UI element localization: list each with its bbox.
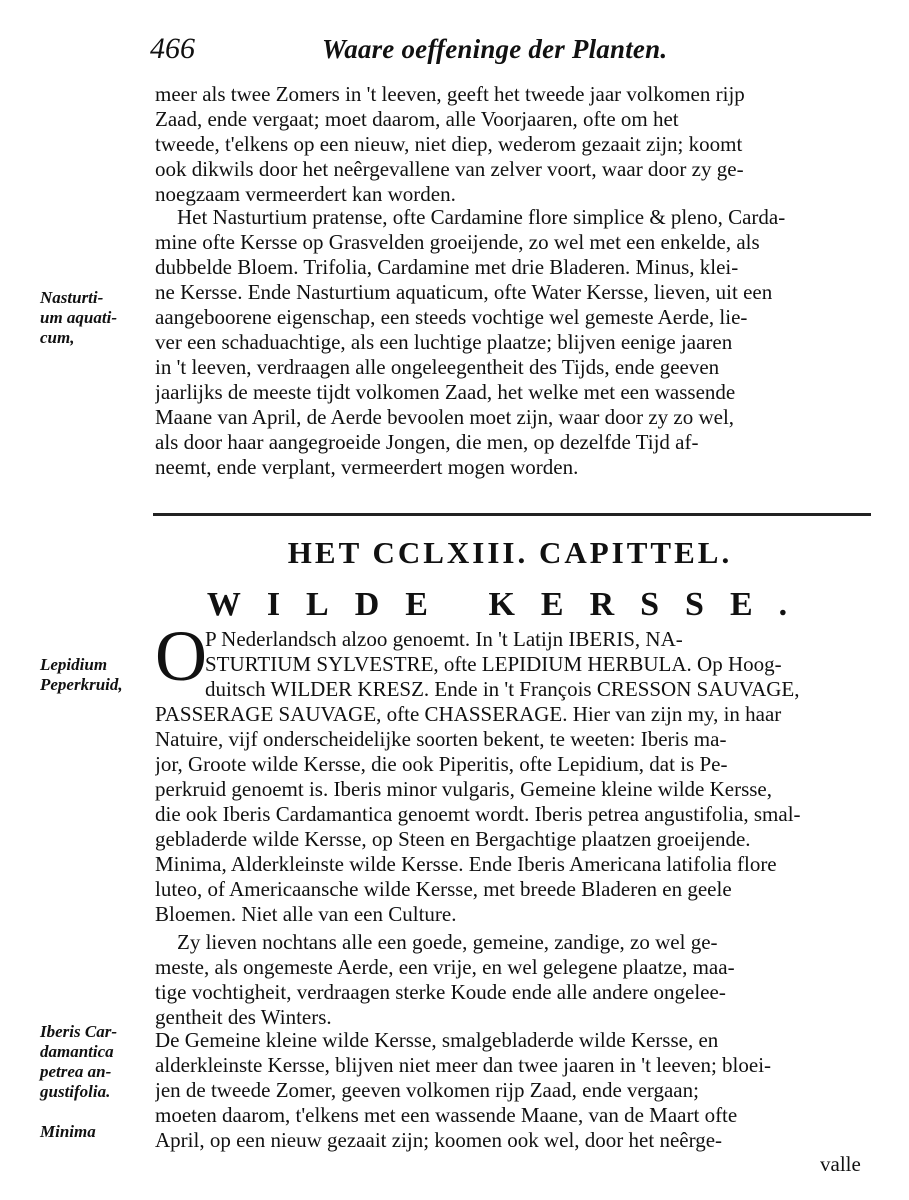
margin-line: Lepidium [40, 655, 108, 674]
paragraph-4 [155, 930, 867, 1030]
text-line: Maane van April, de Aerde bevoolen moet zijn, waar door zy zo wel, [155, 405, 735, 429]
text-line: ne Kersse. Ende Nasturtium aquaticum, ofte Water Kersse, lieven, uit een [155, 280, 773, 304]
margin-line: Iberis Car- [40, 1022, 117, 1041]
text-line: ver een schaduachtige, als een luchtige plaatze; blijven eenige jaaren [155, 330, 733, 354]
text-line: alderkleinste Kersse, blijven niet meer dan twee jaaren in 't leeven; bloei- [155, 1053, 772, 1077]
text-line: gentheit des Winters. [155, 1005, 332, 1029]
margin-note-nasturtium [40, 288, 150, 348]
text-line: tige vochtigheit, verdraagen sterke Koude ende alle andere ongelee- [155, 980, 726, 1004]
text-line: jaarlijks de meeste tijdt volkomen Zaad, het welke met een wassende [155, 380, 736, 404]
text-line: noegzaam vermeerdert kan worden. [155, 182, 456, 206]
chapter-title: WILDE KERSSE. [206, 586, 814, 623]
paragraph-1 [155, 82, 867, 207]
text-line: meste, als ongemeste Aerde, een vrije, en wel gelegene plaatze, maa- [155, 955, 735, 979]
margin-line: um aquati- [40, 308, 117, 327]
text-line: dubbelde Bloem. Trifolia, Cardamine met drie Bladeren. Minus, klei- [155, 255, 739, 279]
paragraph-5 [155, 1028, 867, 1153]
margin-line: Nasturti- [40, 288, 104, 307]
margin-line: Peperkruid, [40, 675, 123, 694]
running-header [150, 32, 870, 72]
text-line: Zaad, ende vergaat; moet daarom, alle Voorjaaren, ofte om het [155, 107, 679, 131]
text-line: Bloemen. Niet alle van een Culture. [155, 902, 457, 926]
paragraph-3 [155, 616, 867, 927]
page-number: 466 [150, 32, 195, 65]
drop-cap: O [155, 616, 207, 696]
text-line: luteo, of Americaansche wilde Kersse, met breede Bladeren en geele [155, 877, 732, 901]
text-line: jen de tweede Zomer, geeven volkomen rijp Zaad, ende vergaan; [155, 1078, 699, 1102]
text-line: Zy lieven nochtans alle een goede, gemeine, zandige, zo wel ge- [177, 930, 718, 954]
margin-line: Minima [40, 1122, 96, 1141]
margin-note-minima [40, 1122, 150, 1142]
margin-note-lepidium [40, 655, 150, 695]
text-line: ook dikwils door het neêrgevallene van zelver voort, waar door zy ge- [155, 157, 744, 181]
running-title: Waare oeffeninge der Planten. [322, 34, 668, 64]
margin-note-iberis [40, 1022, 150, 1102]
text-line: Minima, Alderkleinste wilde Kersse. Ende Iberis Americana latifolia flore [155, 852, 777, 876]
text-line: tweede, t'elkens op een nieuw, niet diep, wederom gezaait zijn; koomt [155, 132, 743, 156]
margin-line: petrea an- [40, 1062, 112, 1081]
text-line: PASSERAGE SAUVAGE, ofte CHASSERAGE. Hier van zijn my, in haar [155, 702, 782, 726]
text-line: die ook Iberis Cardamantica genoemt wordt. Iberis petrea angustifolia, smal- [155, 802, 801, 826]
text-line: De Gemeine kleine wilde Kersse, smalgebladerde wilde Kersse, en [155, 1028, 719, 1052]
margin-line: cum, [40, 328, 75, 347]
text-line: jor, Groote wilde Kersse, die ook Piperitis, ofte Lepidium, dat is Pe- [155, 752, 728, 776]
text-line: mine ofte Kersse op Grasvelden groeijende, zo wel met een enkelde, als [155, 230, 760, 254]
text-line: April, op een nieuw gezaait zijn; koomen ook wel, door het neêrge- [155, 1128, 723, 1152]
text-line: P Nederlandsch alzoo genoemt. In 't Latijn IBERIS, NA- [205, 627, 683, 651]
text-line: gebladerde wilde Kersse, op Steen en Bergachtige plaatzen groeijende. [155, 827, 751, 851]
text-line: STURTIUM SYLVESTRE, ofte LEPIDIUM HERBULA. Op Hoog- [205, 652, 782, 676]
text-line: perkruid genoemt is. Iberis minor vulgaris, Gemeine kleine wilde Kersse, [155, 777, 772, 801]
margin-line: damantica [40, 1042, 114, 1061]
text-line: meer als twee Zomers in 't leeven, geeft het tweede jaar volkomen rijp [155, 82, 745, 106]
text-line: als door haar aangegroeide Jongen, die men, op dezelfde Tijd af- [155, 430, 699, 454]
text-line: neemt, ende verplant, vermeerdert mogen worden. [155, 455, 579, 479]
catchword: valle [820, 1152, 861, 1176]
text-line: in 't leeven, verdraagen alle ongeleegentheit des Tijds, ende geeven [155, 355, 720, 379]
chapter-heading: HET CCLXIII. CAPITTEL. [287, 535, 733, 570]
text-line: aangeboorene eigenschap, een steeds vochtige wel gemeste Aerde, lie- [155, 305, 748, 329]
text-line: Natuire, vijf onderscheidelijke soorten bekent, te weeten: Iberis ma- [155, 727, 727, 751]
margin-line: gustifolia. [40, 1082, 111, 1101]
text-line: Het Nasturtium pratense, ofte Cardamine flore simplice & pleno, Carda- [177, 205, 786, 229]
text-line: duitsch WILDER KRESZ. Ende in 't François CRESSON SAUVAGE, [205, 677, 800, 701]
paragraph-2 [155, 205, 867, 480]
section-divider [153, 513, 871, 516]
text-line: moeten daarom, t'elkens met een wassende Maane, van de Maart ofte [155, 1103, 738, 1127]
